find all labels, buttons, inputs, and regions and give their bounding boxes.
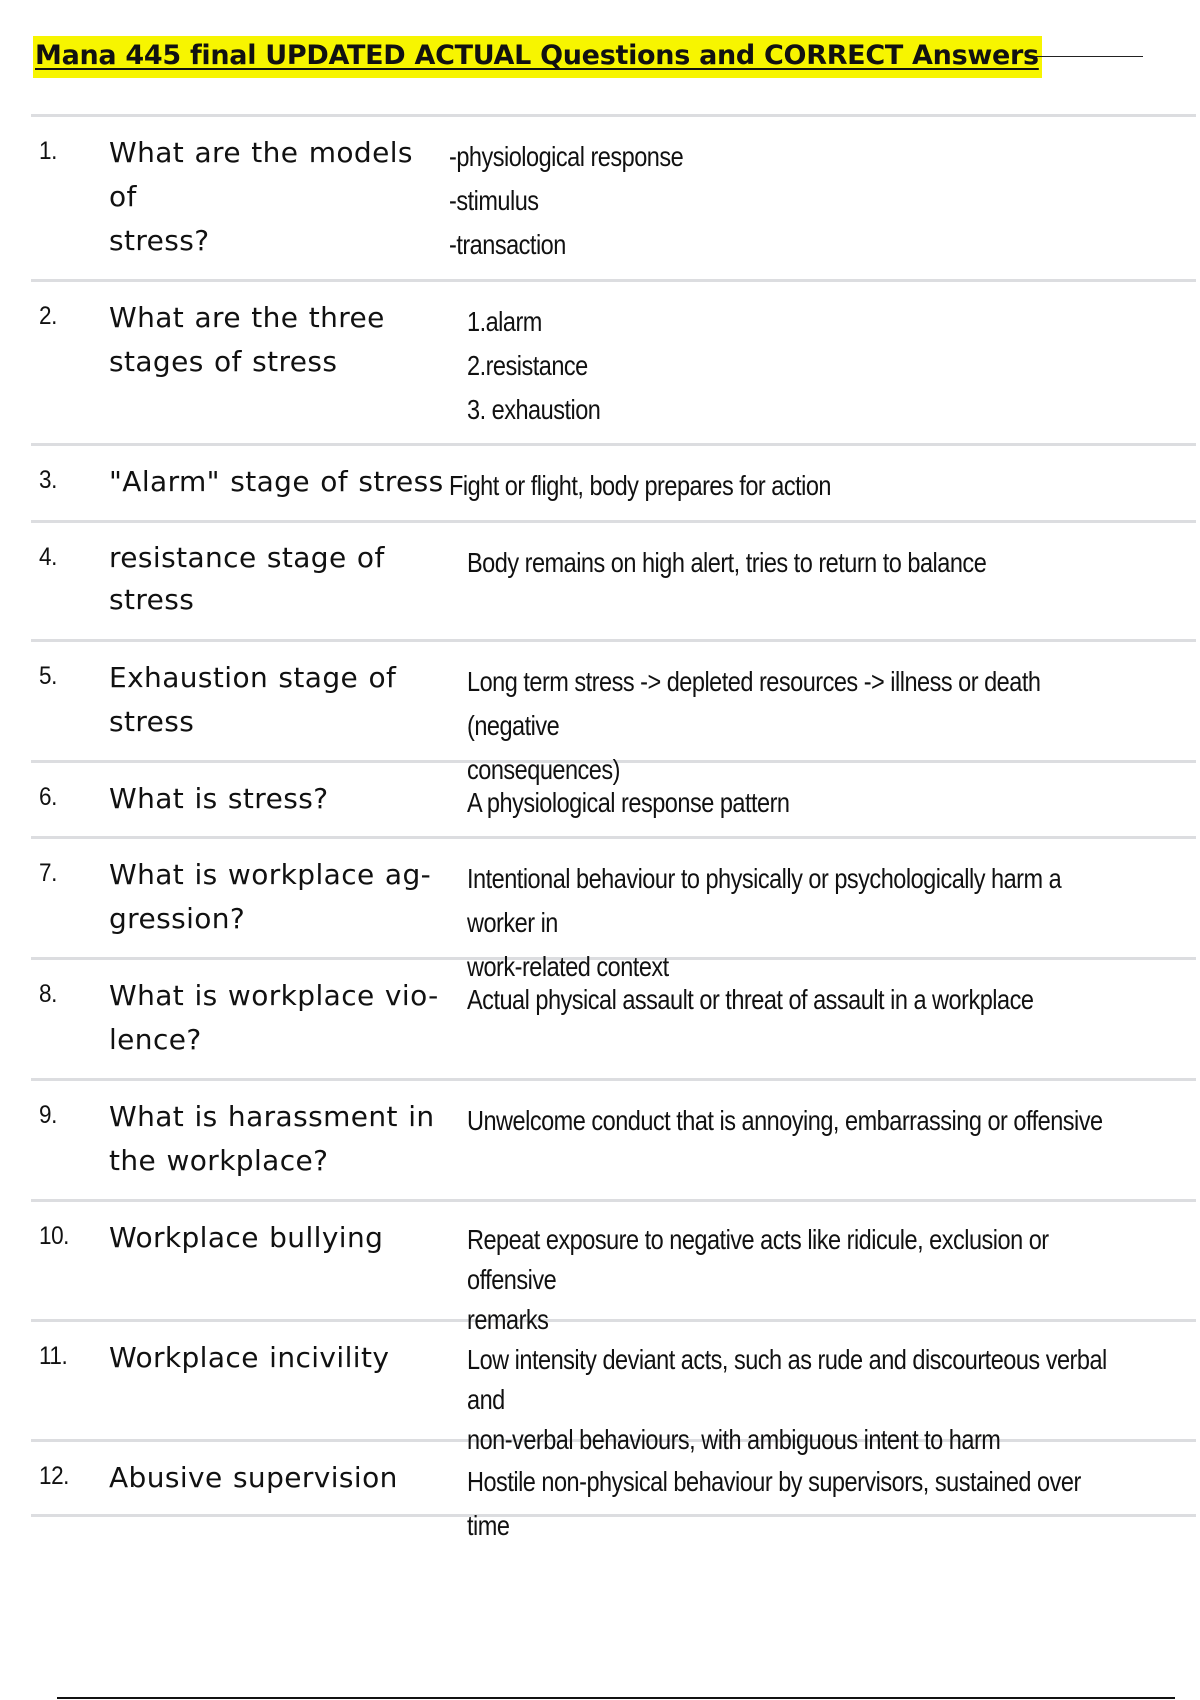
- answer-text: Low intensity deviant acts, such as rude and discourteous verbal and non-verbal behaviours, with ambiguous intent to harm: [467, 1344, 1107, 1455]
- qa-row-11: [31, 1322, 1196, 1455]
- answer-text: Fight or flight, body prepares for action: [449, 470, 832, 501]
- qa-row-6: [31, 763, 1196, 839]
- question-number: 12.: [39, 1462, 69, 1490]
- answer-text: Body remains on high alert, tries to return to balance: [467, 547, 987, 578]
- question-number: 4.: [39, 543, 57, 571]
- qa-row-9: [31, 1081, 1196, 1202]
- qa-row-10: [31, 1202, 1196, 1335]
- qa-row-2: [31, 282, 1196, 446]
- question-number: 2.: [39, 302, 57, 330]
- question-number: 10.: [39, 1222, 69, 1250]
- answer-text: Unwelcome conduct that is annoying, embarrassing or offensive: [467, 1105, 1103, 1136]
- qa-row-3: [31, 446, 1196, 523]
- question-text: What are the three stages of stress: [109, 301, 385, 378]
- question-number: 11.: [39, 1342, 68, 1370]
- qa-row-4: [31, 523, 1196, 642]
- question-number: 6.: [39, 783, 57, 811]
- question-number: 7.: [39, 859, 57, 887]
- question-text: What are the models of stress?: [109, 136, 413, 257]
- answer-text: Long term stress -> depleted resources -> illness or death (negative consequences): [467, 666, 1041, 785]
- question-text: Exhaustion stage of stress: [109, 661, 397, 738]
- question-text: What is workplace ag- gression?: [109, 858, 432, 935]
- answer-text: A physiological response pattern: [467, 787, 790, 818]
- question-text: "Alarm" stage of stress: [109, 465, 444, 498]
- qa-row-5: [31, 642, 1196, 785]
- answer-text: -physiological response -stimulus -transaction: [449, 141, 684, 260]
- qa-table: [31, 114, 1196, 1541]
- answer-text: Actual physical assault or threat of assault in a workplace: [467, 984, 1034, 1015]
- document-title: Mana 445 final UPDATED ACTUAL Questions and CORRECT Answers: [33, 36, 1042, 78]
- answer-text: 1.alarm 2.resistance 3. exhaustion: [467, 306, 601, 425]
- answer-text: Hostile non-physical behaviour by supervisors, sustained over time: [467, 1466, 1081, 1541]
- question-text: Workplace incivility: [109, 1341, 390, 1374]
- footer-rule: [57, 1697, 1175, 1699]
- question-number: 5.: [39, 662, 57, 690]
- question-text: What is workplace vio- lence?: [109, 979, 439, 1056]
- question-number: 8.: [39, 980, 57, 1008]
- answer-text: Repeat exposure to negative acts like ridicule, exclusion or offensive remarks: [467, 1224, 1049, 1335]
- qa-row-12: [31, 1442, 1196, 1541]
- question-text: resistance stage of stress: [109, 541, 385, 616]
- question-number: 3.: [39, 466, 57, 494]
- title-rule: [1036, 56, 1143, 57]
- qa-row-1: [31, 117, 1196, 282]
- document-header: [31, 30, 1143, 84]
- answer-text: Intentional behaviour to physically or psychologically harm a worker in work-related context: [467, 863, 1062, 982]
- question-text: What is stress?: [109, 782, 329, 815]
- qa-row-7: [31, 839, 1196, 982]
- question-number: 9.: [39, 1101, 57, 1129]
- question-text: What is harassment in the workplace?: [109, 1100, 435, 1177]
- question-number: 1.: [39, 137, 57, 165]
- question-text: Abusive supervision: [109, 1461, 398, 1494]
- qa-row-8: [31, 960, 1196, 1081]
- question-text: Workplace bullying: [109, 1221, 384, 1254]
